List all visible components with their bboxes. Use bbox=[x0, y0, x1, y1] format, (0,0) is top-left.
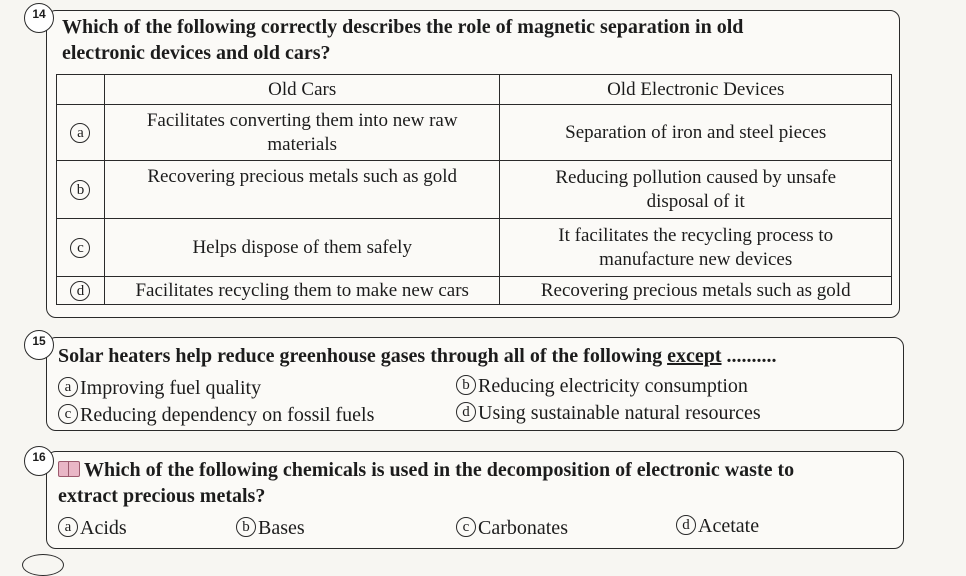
question-15-number: 15 bbox=[24, 330, 54, 360]
option-d-devices: Recovering precious metals such as gold bbox=[500, 277, 892, 305]
q16-option-b[interactable] bbox=[236, 516, 305, 540]
q16-option-b-text: Bases bbox=[258, 517, 305, 539]
q16-option-a-marker: a bbox=[58, 517, 78, 537]
q15-option-d-text: Using sustainable natural resources bbox=[478, 402, 761, 424]
q15-option-a-text: Improving fuel quality bbox=[80, 377, 262, 399]
q15-option-b[interactable] bbox=[456, 374, 748, 398]
q16-option-b-marker: b bbox=[236, 517, 256, 537]
question-15-except: except bbox=[667, 345, 722, 367]
question-16-text bbox=[58, 457, 898, 509]
q16-option-a-text: Acids bbox=[80, 517, 127, 539]
next-question-number-partial bbox=[22, 554, 64, 576]
q16-option-d-text: Acetate bbox=[698, 515, 760, 537]
q15-option-c-marker: c bbox=[58, 404, 78, 424]
question-14-number: 14 bbox=[24, 3, 54, 33]
question-15-stem: Solar heaters help reduce greenhouse gases through all of the following bbox=[58, 345, 668, 367]
header-old-devices: Old Electronic Devices bbox=[500, 75, 892, 105]
q15-option-b-text: Reducing electricity consumption bbox=[478, 375, 748, 397]
option-a-devices: Separation of iron and steel pieces bbox=[500, 105, 892, 161]
q15-option-c-text: Reducing dependency on fossil fuels bbox=[80, 404, 375, 426]
option-d-cars: Facilitates recycling them to make new cars bbox=[104, 277, 499, 305]
option-d-row[interactable] bbox=[57, 277, 892, 305]
q15-option-d-marker: d bbox=[456, 402, 476, 422]
table-corner bbox=[57, 75, 105, 105]
q16-option-a[interactable] bbox=[58, 516, 127, 540]
option-a-cars: Facilitates converting them into new raw materials bbox=[104, 105, 499, 161]
q15-option-a-marker: a bbox=[58, 377, 78, 397]
q16-option-c-marker: c bbox=[456, 517, 476, 537]
option-c-row[interactable] bbox=[57, 219, 892, 277]
book-icon bbox=[58, 461, 80, 477]
q15-option-b-marker: b bbox=[456, 375, 476, 395]
option-c-devices: It facilitates the recycling process to manufacture new devices bbox=[500, 219, 892, 277]
option-c-cars: Helps dispose of them safely bbox=[104, 219, 499, 277]
q15-option-c[interactable] bbox=[58, 403, 374, 427]
header-old-cars: Old Cars bbox=[104, 75, 499, 105]
question-14-text bbox=[62, 14, 892, 66]
q16-option-d[interactable] bbox=[676, 514, 759, 538]
question-16-line-2: extract precious metals? bbox=[58, 485, 266, 507]
q15-option-a[interactable] bbox=[58, 376, 261, 400]
option-d-marker[interactable]: d bbox=[70, 281, 90, 301]
question-14-line-1: Which of the following correctly describes the role of magnetic separation in old bbox=[62, 16, 744, 38]
q15-option-d[interactable] bbox=[456, 401, 761, 425]
q16-option-c-text: Carbonates bbox=[478, 517, 568, 539]
option-a-marker[interactable]: a bbox=[70, 123, 90, 143]
question-16-number: 16 bbox=[24, 446, 54, 476]
question-14-table bbox=[56, 74, 892, 305]
q16-option-c[interactable] bbox=[456, 516, 568, 540]
option-b-devices: Reducing pollution caused by unsafe disposal of it bbox=[500, 161, 892, 219]
option-b-row[interactable] bbox=[57, 161, 892, 219]
question-15-text bbox=[58, 343, 898, 369]
q16-option-d-marker: d bbox=[676, 515, 696, 535]
option-c-marker[interactable]: c bbox=[70, 238, 90, 258]
question-16-line-1: Which of the following chemicals is used in the decomposition of electronic waste to bbox=[58, 457, 898, 483]
question-15-blank: .......... bbox=[721, 345, 777, 367]
option-b-marker[interactable]: b bbox=[70, 180, 90, 200]
option-b-cars: Recovering precious metals such as gold bbox=[104, 161, 499, 219]
question-14-line-2: electronic devices and old cars? bbox=[62, 42, 331, 64]
option-a-row[interactable] bbox=[57, 105, 892, 161]
